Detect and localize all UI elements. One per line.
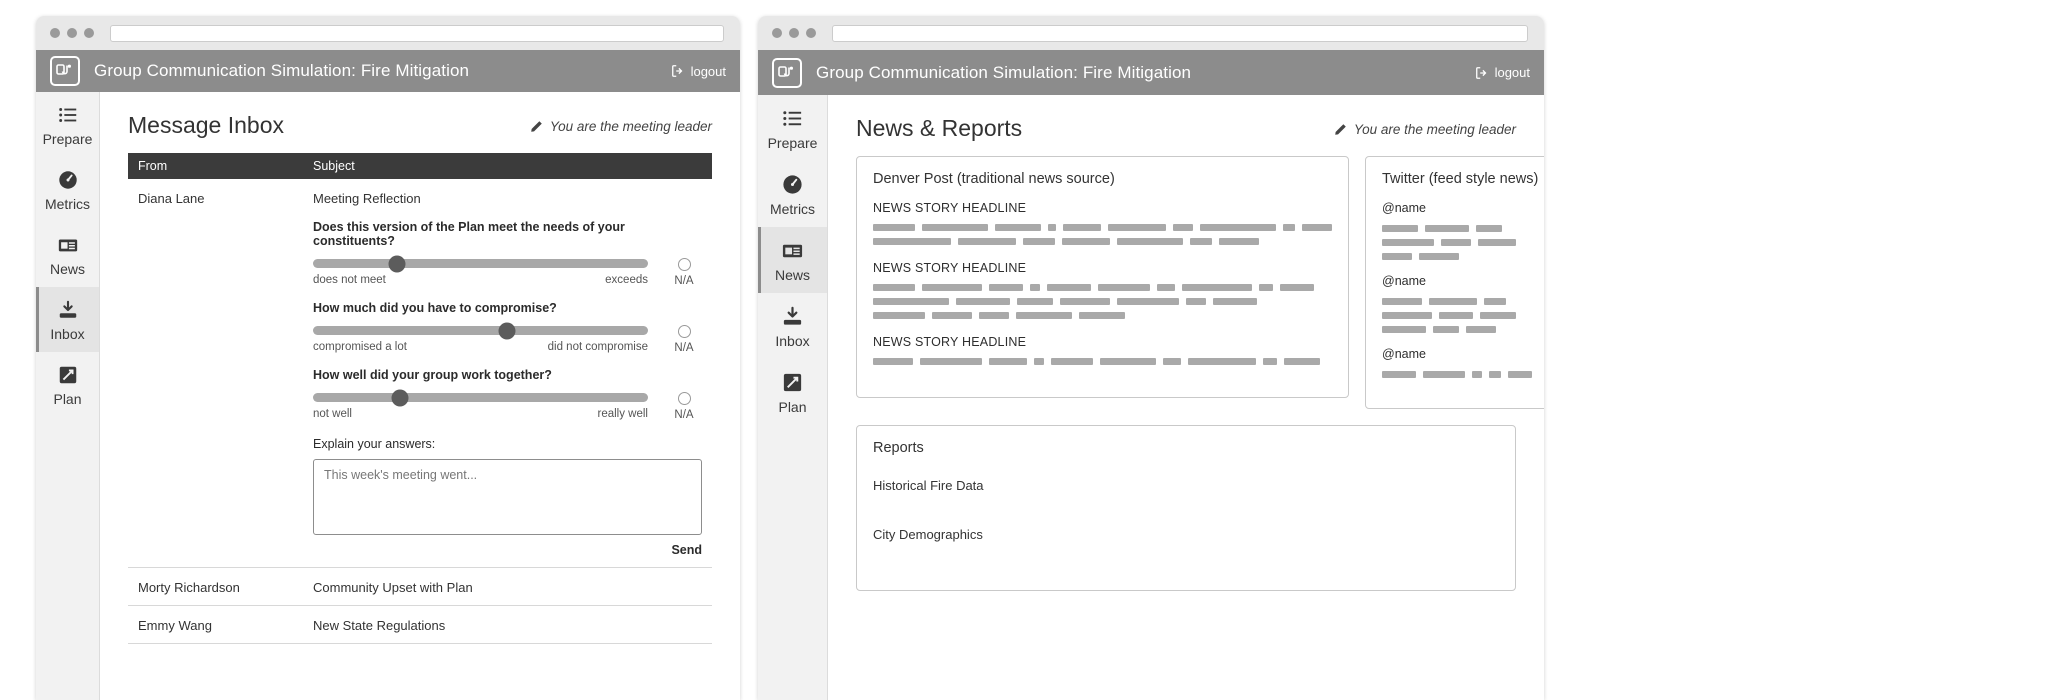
inbox-icon — [781, 305, 804, 328]
pencil-icon — [530, 120, 543, 133]
sidebar-label-plan: Plan — [778, 399, 807, 415]
denver-post-title: Denver Post (traditional news source) — [873, 171, 1115, 187]
message-subject: New State Regulations — [313, 618, 446, 633]
slider-1-right-label: exceeds — [605, 274, 648, 286]
report-link-city-demographics[interactable]: City Demographics — [873, 527, 983, 542]
sidebar-label-news: News — [49, 261, 85, 277]
denver-post-card — [856, 156, 1349, 398]
speedometer-icon — [57, 169, 79, 191]
sidebar-label-inbox: Inbox — [50, 326, 85, 342]
slider-1-left-label: does not meet — [313, 274, 386, 286]
logout-label-right: logout — [1494, 65, 1530, 80]
na-option-1[interactable] — [666, 258, 702, 287]
minimize-dot-icon[interactable] — [789, 28, 799, 38]
news-page-head — [856, 115, 1516, 142]
slider-3-left-label: not well — [313, 408, 352, 420]
logout-icon — [671, 64, 685, 78]
pencil-icon — [1334, 123, 1347, 136]
maximize-dot-icon[interactable] — [84, 28, 94, 38]
slider-thumb-2[interactable] — [499, 322, 516, 339]
news-story[interactable] — [873, 201, 1332, 245]
question-label-1: Does this version of the Plan meet the needs of your constituents? — [313, 220, 625, 248]
tweet-handle: @name — [1382, 347, 1426, 361]
browser-window-news — [758, 16, 1544, 700]
sidebar-item-plan[interactable] — [36, 352, 99, 417]
report-link-historical-fire-data[interactable]: Historical Fire Data — [873, 478, 984, 493]
slider-2[interactable] — [313, 326, 648, 335]
sidebar-item-prepare[interactable] — [758, 95, 827, 161]
survey-question-1 — [313, 220, 702, 287]
sidebar-item-news[interactable] — [758, 227, 827, 293]
table-row[interactable] — [128, 568, 712, 606]
window-controls-left[interactable] — [46, 28, 94, 38]
send-button[interactable]: Send — [671, 543, 702, 557]
browser-window-inbox — [36, 16, 740, 700]
twitter-card-title: Twitter (feed style news) — [1382, 171, 1539, 187]
sidebar-item-inbox[interactable] — [36, 287, 99, 352]
app-logo-icon — [772, 58, 802, 88]
news-story-body-placeholder — [873, 224, 1332, 245]
reports-card — [856, 425, 1516, 591]
reports-title: Reports — [873, 440, 924, 456]
explain-label: Explain your answers: — [313, 437, 436, 451]
app-logo-icon — [50, 56, 80, 86]
column-header-from: From — [138, 159, 168, 173]
sidebar-item-inbox[interactable] — [758, 293, 827, 359]
sidebar-item-metrics[interactable] — [36, 157, 99, 222]
sidebar-item-news[interactable] — [36, 222, 99, 287]
sidebar-item-prepare[interactable] — [36, 92, 99, 157]
sidebar-right — [758, 95, 828, 700]
app-header-left — [36, 50, 740, 92]
news-story[interactable] — [873, 261, 1332, 319]
news-story[interactable] — [873, 335, 1332, 365]
slider-wrap-1 — [313, 259, 648, 286]
minimize-dot-icon[interactable] — [67, 28, 77, 38]
slider-2-left-label: compromised a lot — [313, 341, 407, 353]
na-radio-3[interactable] — [678, 392, 691, 405]
column-header-subject: Subject — [313, 159, 355, 173]
inbox-table-header — [128, 153, 712, 179]
tweet-body-placeholder — [1382, 298, 1542, 333]
newspaper-icon — [781, 239, 804, 262]
app-title-right: Group Communication Simulation: Fire Mitigation — [816, 62, 1192, 82]
tweet-body-placeholder — [1382, 225, 1542, 260]
tweet-handle: @name — [1382, 201, 1426, 215]
slider-thumb-3[interactable] — [392, 389, 409, 406]
address-bar-left[interactable] — [110, 25, 724, 42]
plan-icon — [57, 364, 79, 386]
maximize-dot-icon[interactable] — [806, 28, 816, 38]
tweet-handle: @name — [1382, 274, 1426, 288]
na-option-2[interactable] — [666, 325, 702, 354]
twitter-card — [1365, 156, 1544, 409]
inbox-page-head — [128, 112, 712, 139]
slider-2-right-label: did not compromise — [547, 341, 648, 353]
message-from: Morty Richardson — [138, 580, 240, 595]
survey-question-3 — [313, 368, 702, 421]
window-titlebar-left — [36, 16, 740, 50]
logout-label-left: logout — [690, 63, 726, 79]
tweet[interactable] — [1382, 274, 1542, 333]
sidebar-label-prepare: Prepare — [767, 135, 818, 151]
sidebar-label-inbox: Inbox — [775, 333, 810, 349]
slider-3-right-label: really well — [597, 408, 648, 420]
leader-note-text: You are the meeting leader — [1353, 122, 1516, 137]
logout-button-left[interactable] — [671, 64, 726, 79]
news-story-body-placeholder — [873, 284, 1332, 319]
app-title-left: Group Communication Simulation: Fire Mitigation — [94, 61, 470, 80]
window-titlebar-right — [758, 16, 1544, 50]
window-controls-right[interactable] — [768, 28, 816, 38]
slider-3[interactable] — [313, 393, 648, 402]
na-radio-1[interactable] — [678, 258, 691, 271]
slider-wrap-2 — [313, 326, 648, 353]
newspaper-icon — [57, 234, 79, 256]
message-subject: Community Upset with Plan — [313, 580, 473, 595]
slider-thumb-1[interactable] — [388, 255, 405, 272]
explain-placeholder: This week's meeting went... — [324, 468, 478, 482]
question-label-3: How well did your group work together? — [313, 368, 552, 382]
explain-textarea[interactable] — [313, 459, 702, 535]
sidebar-label-news: News — [774, 267, 810, 283]
app-body-right — [758, 95, 1544, 700]
message-subject: Meeting Reflection — [313, 191, 421, 206]
news-story-headline: NEWS STORY HEADLINE — [873, 261, 1027, 275]
na-option-3[interactable] — [666, 392, 702, 421]
app-header-right — [758, 50, 1544, 95]
leader-note-right — [1334, 122, 1516, 137]
message-from: Emmy Wang — [138, 618, 212, 633]
leader-note-text: You are the meeting leader — [549, 119, 712, 134]
na-radio-2[interactable] — [678, 325, 691, 338]
sidebar-label-prepare: Prepare — [42, 131, 93, 147]
table-row[interactable] — [128, 606, 712, 644]
sidebar-label-metrics: Metrics — [44, 196, 91, 212]
page-title: News & Reports — [856, 115, 1023, 141]
slider-wrap-3 — [313, 393, 648, 420]
leader-note-left — [530, 119, 712, 134]
speedometer-icon — [781, 173, 804, 196]
news-story-body-placeholder — [873, 358, 1332, 365]
sidebar-left — [36, 92, 100, 700]
news-story-headline: NEWS STORY HEADLINE — [873, 335, 1027, 349]
survey-question-2 — [313, 301, 702, 354]
question-label-2: How much did you have to compromise? — [313, 301, 557, 315]
sidebar-label-plan: Plan — [53, 391, 82, 407]
message-body — [313, 191, 702, 557]
list-icon — [57, 104, 79, 126]
inbox-icon — [57, 299, 79, 321]
address-bar-right[interactable] — [832, 25, 1528, 42]
close-dot-icon[interactable] — [772, 28, 782, 38]
close-dot-icon[interactable] — [50, 28, 60, 38]
inbox-content — [100, 92, 740, 700]
news-story-headline: NEWS STORY HEADLINE — [873, 201, 1027, 215]
sidebar-item-plan[interactable] — [758, 359, 827, 425]
app-body-left — [36, 92, 740, 700]
na-label-2: N/A — [674, 342, 694, 354]
plan-icon — [781, 371, 804, 394]
sidebar-item-metrics[interactable] — [758, 161, 827, 227]
tweet-body-placeholder — [1382, 371, 1542, 378]
tweet[interactable] — [1382, 201, 1542, 260]
sidebar-label-metrics: Metrics — [769, 201, 816, 217]
table-row[interactable] — [128, 179, 712, 568]
tweet[interactable] — [1382, 347, 1542, 378]
list-icon — [781, 107, 804, 130]
na-label-3: N/A — [674, 409, 694, 421]
inbox-table — [128, 153, 712, 644]
logout-button-right[interactable] — [1475, 65, 1530, 80]
slider-1[interactable] — [313, 259, 648, 268]
logout-icon — [1475, 66, 1489, 80]
news-content — [828, 95, 1544, 700]
news-grid — [856, 156, 1539, 409]
page-title: Message Inbox — [128, 112, 284, 138]
na-label-1: N/A — [674, 275, 694, 287]
message-from: Diana Lane — [138, 191, 205, 206]
